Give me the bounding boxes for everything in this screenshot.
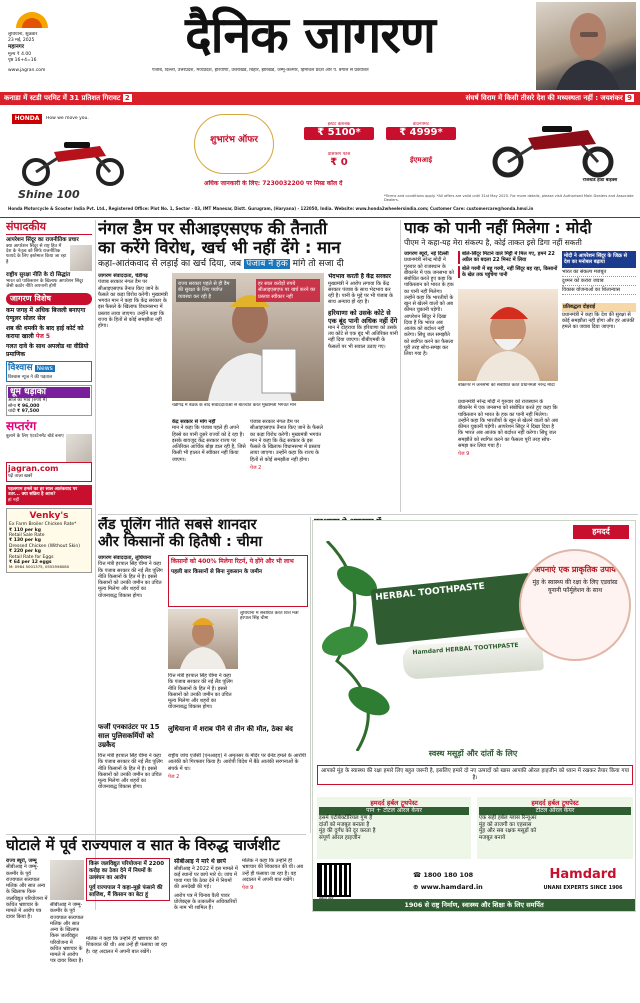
- vishesh-item[interactable]: कम जगह में अधिक बिजली बनाएगा एंग्युलर सोलर सेल: [6, 307, 86, 322]
- editorial-item-body: भारत को पाकिस्तान के खिलाफ आपरेशन सिंदूर जैसी कठोर नीति अपनानी होगी: [6, 278, 84, 289]
- body-text: सीबीआइ ने 2022 में इस मामले में कई स्थानों पर छापे मारे थे। जांच में पाया गया कि ठेका देने में नियमों की अनदेखी की गई।: [174, 865, 238, 891]
- ticker-left-text: कनाडा में स्टडी परमिट में 31 प्रतिशत गिरावट: [4, 94, 121, 102]
- jagran-com-box[interactable]: [6, 462, 92, 481]
- editorial-item-head: राष्ट्रीय सुरक्षा नीति के दो सिद्धांत: [6, 271, 71, 278]
- poll-box[interactable]: [6, 485, 92, 505]
- dhoom-title: धूम धड़ाका: [8, 387, 90, 398]
- ticker-right-page: 9: [627, 94, 632, 102]
- middle-photo-caption: लुधियाना में संबोधित करते वित्त मंत्री हरपाल सिंह चीमा: [240, 611, 299, 622]
- honda-logo-icon: HONDA: [12, 114, 42, 124]
- body-text: वित्त मंत्री हरपाल सिंह चीमा ने कहा कि पंजाब सरकार की नई लैंड पूलिंग नीति किसानों के हित में है। इससे किसानों को उनकी जमीन का उचित मूल्य मिलेगा और शहरों का योजनाबद्ध विकास होगा।: [98, 753, 163, 791]
- middle-col-4: [168, 753, 308, 833]
- bottom-col-2: [50, 902, 84, 1000]
- panel-item: मुंह को ताजगी का एहसास: [479, 821, 532, 828]
- globe-icon: ⊕: [413, 883, 421, 891]
- box-head: किसानों को 400% मिलेगा रिटर्न, ये होंगे और भी लाभ: [171, 558, 294, 565]
- byline: जागरण संवाददाता, चंडीगढ़: [98, 273, 148, 279]
- modi-subhead: पीएम ने कहा-यह मेरा संकल्प है, कोई ताकत इसे डिगा नहीं सकती: [404, 238, 582, 247]
- saptarang-item: बुलाने के लिए एंटरटेनमेंट बोर्ड बनाए: [6, 434, 64, 440]
- leaf-decoration: [317, 541, 407, 751]
- panel-item: संपूर्ण ओरल हाइजीन: [319, 835, 361, 842]
- phone-number: 1800 180 108: [423, 871, 474, 879]
- offer-1-value: ₹ 5100*: [304, 127, 374, 140]
- bullet-item: बोले-सिंदूर मिटाने वाले मिट्टी में मिल गए, हमने 22 अप्रैल का बदला 22 मिनट में लिया: [458, 251, 558, 264]
- page-ref: पेज 2: [168, 773, 180, 780]
- body-text: मलिक ने कहा कि उन्होंने ही भ्रष्टाचार की शिकायत की थी। अब उन्हें ही फंसाया जा रहा है। वह अदालत में अपनी बात रखेंगे।: [242, 858, 304, 883]
- byline: राज्य ब्यूरो, जम्मू: [6, 858, 37, 864]
- toothpaste-tube: [402, 636, 544, 680]
- page-ref: पेज 2: [250, 464, 262, 471]
- venky-row: [9, 533, 89, 544]
- panel-item: मुंह की दुर्गंध को दूर करता है: [319, 828, 376, 835]
- hamdard-tagline: स्वस्थ मसूड़ों और दांतों के लिए: [428, 749, 518, 758]
- tube-label: Hamdard HERBAL TOOTHPASTE: [412, 641, 519, 657]
- lead-side: [328, 273, 398, 509]
- masthead: [0, 0, 640, 94]
- bottom-story[interactable]: [6, 836, 306, 1000]
- middle-subhead-1[interactable]: फर्जी एनकाउंटर पर 15 साल पुलिसकर्मियों को उम्रकैद: [98, 723, 160, 749]
- middle-col-3: [98, 753, 164, 833]
- middle-headline-1: लैंड पूलिंग नीति सबसे शानदार: [98, 517, 257, 533]
- offer-2: [386, 122, 456, 140]
- side-item: विकास योजनाओं का शिलान्यास: [562, 286, 636, 295]
- panel-title: हमदर्द हर्बल टूथपेस्ट: [531, 799, 579, 807]
- ad-footer: Honda Motorcycle & Scooter India Pvt. Ltd., Registered Office: Plot No. 1, Sector - 03, IMT Manesar, Distt. Gurugram, (Haryana) - 122050, India. Website: www.honda2wheelersindia.com; Customer Care: customercare@honda.hmsi.in: [8, 206, 534, 211]
- hamdard-left-panel: [317, 797, 471, 859]
- venky-row-price: ₹ 130 per kg: [9, 538, 41, 544]
- hamdard-web[interactable]: [413, 883, 523, 891]
- offer-1-label: इंस्टेंट कैशबैक: [327, 122, 351, 127]
- ticker-right-text: संघर्ष विराम में किसी तीसरे देश की मध्यस्थता नहीं : जयशंकर: [465, 94, 623, 102]
- body-text: पंजाब सरकार नंगल डैम पर सीआइएसएफ तैनात किए जाने के फैसले का कड़ा विरोध करेगी। मुख्यमंत्री भगवंत मान ने कहा कि केंद्र सरकार के इस फैसले के खिलाफ विधानसभा में प्रस्ताव लाया जाएगा। उन्होंने कहा कि राज्य के हितों से कोई समझौता नहीं होगा।: [250, 419, 323, 463]
- ad-contact[interactable]: अधिक जानकारी के लिए: 7230032200 पर मिस्ड कॉल दें: [204, 180, 343, 187]
- offer-2-label: डाउनपेमेंट: [412, 122, 430, 127]
- vishesh-item-head: शब की धमकी के बाद हाई कोर्ट को कराया खाली: [6, 325, 84, 340]
- offer-2-value: ₹ 4999*: [386, 127, 456, 140]
- rate-label: सोना: [8, 403, 16, 409]
- bottom-col-1: [6, 858, 48, 1000]
- lead-subhead: [98, 259, 398, 270]
- vishesh-item-page: पेज 5: [35, 332, 51, 340]
- bottom-col-4: [174, 858, 238, 1000]
- festive-text: शुभारंभ ऑफर: [210, 135, 258, 145]
- side-head: हरियाणा को उसके कोटे से एक बूंद पानी अधिक नहीं देंगे: [328, 308, 398, 325]
- lead-subhead-text: कहा-आतंकवाद से लड़ाई का खर्च दिया, जब: [98, 259, 242, 269]
- offer-3-value: ₹ 0: [330, 157, 348, 169]
- web-address: www.hamdard.in: [420, 883, 483, 891]
- vishwas-label: News: [36, 365, 53, 373]
- ad-terms: *Terms and conditions apply. *All offers are valid until 31st May 2025. For more details, please visit Authorised Main Dealers and Associate Dealers.: [384, 194, 634, 203]
- poll-answers: हां नहीं: [8, 497, 20, 503]
- vishesh-title: जागरण विशेष: [6, 293, 92, 305]
- byline: जागरण संवाददाता, लुधियाना: [98, 555, 152, 561]
- offer-3: [304, 152, 374, 170]
- bottom-photo: [50, 860, 84, 900]
- bottom-box: [86, 858, 170, 901]
- saptarang-title: सप्तरंग: [6, 419, 37, 434]
- jagran-com-logo: jagran.com: [8, 464, 59, 474]
- middle-col-1: [98, 555, 164, 665]
- modi-story[interactable]: [404, 219, 636, 511]
- middle-photo: [168, 609, 238, 669]
- author-photo: [70, 245, 92, 271]
- bike-image-right: [478, 118, 628, 178]
- quote-box-2: हर साल करोड़ों रुपये सीआइएसएफ पर खर्च करने का प्रस्ताव स्वीकार नहीं: [256, 279, 320, 302]
- hamdard-brand-sub: UNANI EXPERTS SINCE 1906: [543, 885, 623, 891]
- poll-question: पहलगाम हमले का हर साल आतंकवाद पर उतर... क्या सक्रिय है आज?: [8, 486, 78, 498]
- lead-subhead-text-2: मांगे तो सजा दी: [292, 259, 344, 269]
- panel-item: एक सही हर्बल ग्लास रिन्यूअर: [479, 814, 537, 821]
- panel-title: हमदर्द हर्बल टूथपेस्ट: [370, 799, 418, 807]
- city-date: लुधियाना, शुक्रवार: [8, 32, 38, 37]
- middle-box: [168, 555, 308, 607]
- rate-value: ₹ 97,500: [17, 408, 40, 414]
- hamdard-phone[interactable]: [413, 871, 523, 879]
- hamdard-desc: आपको मुंह के स्वास्थ्य की रक्षा हमारे लिए बहुत जरूरी है, इसलिए हमारे दो नए उत्पादों को खास आपकी ओरल हाइजीन को ध्यान में रखकर तैयार किया गया है।: [317, 765, 633, 785]
- hamdard-headline: अपनाएं एक प्राकृतिक उपाय: [534, 565, 616, 574]
- lead-photo-caption: चंडीगढ़ में बैठक के बाद संवाददाताओं से बातचीत करते मुख्यमंत्री भगवंत मान: [172, 403, 297, 408]
- modi-side: [562, 251, 636, 509]
- hamdard-brand: Hamdard: [549, 867, 617, 882]
- venky-ad[interactable]: [6, 508, 92, 573]
- venky-brand: Venky's: [29, 510, 69, 521]
- panel-item: मजबूत बनाये: [479, 835, 506, 842]
- venky-row-name: Ex Farm Broiler Chicken Rate*: [9, 522, 77, 528]
- bike-image-left: [14, 132, 134, 186]
- bottom-col-5: [242, 858, 306, 1000]
- body-text: वित्त मंत्री हरपाल सिंह चीमा ने कहा कि पंजाब सरकार की नई लैंड पूलिंग नीति किसानों के हित में है। इससे किसानों को उनकी जमीन का उचित मूल्य मिलेगा और शहरों का योजनाबद्ध विकास होगा।: [168, 673, 233, 711]
- headshot-photo: [536, 2, 636, 90]
- side-head: भेदभाव करती है केंद्र सरकार: [328, 273, 392, 280]
- vishesh-item[interactable]: [6, 325, 92, 340]
- rate-row: [8, 409, 90, 414]
- side-item: दुश्मन को करारा जवाब: [562, 277, 636, 286]
- honda-ad[interactable]: [8, 110, 634, 216]
- modi-photo: [458, 289, 558, 381]
- qr-code-icon[interactable]: [319, 865, 349, 895]
- venky-row-name: Retail Sale Rate: [9, 532, 45, 538]
- pages: पृष्ठ 16+4=16: [8, 57, 37, 63]
- hamdard-logo: हमदर्द: [573, 525, 629, 539]
- modi-headline: पाक को पानी नहीं मिलेगा : मोदी: [404, 219, 592, 237]
- lead-subhead-tag: पंजाब ने हक: [246, 259, 288, 269]
- col-head: केंद्र सरकार से मांग नहीं: [172, 419, 216, 425]
- body-text: मलिक ने कहा कि उन्होंने ही भ्रष्टाचार की शिकायत की थी। अब उन्हें ही फंसाया जा रहा है। वह अदालत में अपनी बात रखेंगे।: [86, 936, 168, 955]
- paper-title: दैनिक जागरण: [185, 5, 435, 64]
- phone-icon: ☎: [413, 871, 424, 879]
- modi-bullets: [458, 251, 558, 278]
- honda-tagline: How we move you.: [46, 116, 89, 121]
- panel-sub: टोटल ओरल केयर: [479, 807, 631, 815]
- festive-badge: [194, 114, 274, 174]
- offer-4: ईएमआई: [409, 156, 433, 164]
- dhoom-box: [6, 385, 92, 416]
- body-text: मुख्यमंत्री ने आरोप लगाया कि केंद्र सरकार पंजाब के साथ भेदभाव कर रही है। पानी के मुद्दे पर भी पंजाब के साथ अन्याय हो रहा है।: [328, 280, 393, 306]
- side-box-head: प्रतिबद्धता दोहराई: [562, 303, 636, 311]
- venky-row-name: Dressed Chicken (Without Skin): [9, 543, 81, 549]
- vishwas-item: विश्वास न्यूज ने की पड़ताल: [8, 374, 53, 380]
- sidebar: [6, 220, 92, 910]
- saptarang-photo: [66, 434, 92, 462]
- venky-phone: M: 0984 5001375, 0555598080: [9, 564, 70, 570]
- modi-col-2: [458, 399, 558, 509]
- venky-row-price: ₹ 110 per kg: [9, 527, 41, 533]
- edition: महानगर: [8, 44, 25, 51]
- panel-item: दांतों को मजबूत बनाता है: [319, 821, 370, 828]
- rate-label: चांदी: [8, 408, 16, 414]
- lead-col-1: [98, 273, 168, 509]
- ticker-right[interactable]: [316, 92, 640, 105]
- venky-row-price: ₹ 64 per 12 eggs: [9, 559, 52, 565]
- body-text: सीबीआइ ने जम्मू-कश्मीर के पूर्व राज्यपाल सत्यपाल मलिक और सात अन्य के खिलाफ किरू जलविद्युत परियोजना में कथित भ्रष्टाचार के मामले में आरोप पत्र दायर किया है।: [50, 902, 84, 965]
- vishwas-title: विश्वास: [8, 363, 33, 374]
- editorial-title: संपादकीय: [6, 220, 92, 235]
- side-box-body: प्रधानमंत्री ने कहा कि देश की सुरक्षा से कोई समझौता नहीं होगा और हर आतंकी हमले का जवाब दिया जाएगा।: [562, 311, 635, 330]
- box-head-2: पहली बार किसानों से बिना नुकसान के जमीन: [171, 568, 262, 575]
- body-text: राष्ट्रीय जांच एजेंसी (एनआइए) ने अमृतसर के मंदिर पर ग्रेनेड हमले के आरोपी आतंकी को गिरफ्तार किया है। आरोपी विदेश में बैठे आतंकी सरगनाओं के संपर्क में था।: [168, 753, 306, 772]
- quote-box-1: राज्य सरकार पहले से ही डैम की सुरक्षा के लिए पर्याप्त व्यवस्था कर रही है: [176, 279, 236, 302]
- price: मूल्य ₹ 4.00: [8, 51, 32, 57]
- bike-model: Shine 100: [18, 188, 80, 201]
- editorial-item[interactable]: [6, 237, 92, 265]
- lead-story[interactable]: [98, 219, 398, 511]
- saptarang-box[interactable]: [6, 419, 92, 439]
- bottom-headline: घोटाले में पूर्व राज्यपाल व सात के विरुद्ध चार्जशीट: [6, 836, 280, 854]
- offer-1: [304, 122, 374, 140]
- states-line: पंजाब, दिल्ली, उत्तरप्रदेश, मध्यप्रदेश, हरियाणा, उत्तराखंड, बिहार, झारखंड, जम्मू-कश्मीर, हिमाचल प्रदेश और प. बंगाल से प्रकाशित: [152, 68, 369, 73]
- editorial-item[interactable]: [6, 272, 92, 290]
- jagran-com-sub: पढ़ें ताज़ा खबरें: [8, 474, 33, 480]
- dhoom-sub: आज का भाव (रुपये में): [8, 398, 48, 404]
- vishesh-item[interactable]: गलत दावे के साथ अपलोड था वीडियो प्रमाणिक: [6, 343, 89, 358]
- editorial-item-head: आपरेशन सिंदूर का राजनीतिक प्रचार: [6, 236, 79, 243]
- lead-col-3: [250, 419, 324, 509]
- sun-logo-icon: [14, 10, 50, 28]
- website: www.jagran.com: [8, 67, 46, 73]
- page-ref: पेज 9: [242, 885, 254, 891]
- side-item: भारत का संकल्प मजबूत: [562, 268, 636, 277]
- ticker-left-page: 2: [124, 94, 130, 102]
- rate-value: ₹ 96,000: [17, 403, 40, 409]
- offer-3-label: प्रोसेसिंग फीस: [327, 152, 351, 157]
- body-text: वित्त मंत्री हरपाल सिंह चीमा ने कहा कि पंजाब सरकार की नई लैंड पूलिंग नीति किसानों के हित में है। इससे किसानों को उनकी जमीन का उचित मूल्य मिलेगा और शहरों का योजनाबद्ध विकास होगा।: [98, 561, 163, 599]
- venky-row-price: ₹ 220 per kg: [9, 549, 41, 555]
- ticker-left[interactable]: [4, 92, 304, 105]
- venky-row-name: Retail Rate for Eggs: [9, 554, 54, 560]
- body-text: सीबीआइ ने जम्मू-कश्मीर के पूर्व राज्यपाल सत्यपाल मलिक और सात अन्य के खिलाफ किरू जलविद्युत परियोजना में कथित भ्रष्टाचार के मामले में आरोप पत्र दायर किया है।: [6, 864, 48, 921]
- lead-headline-1: नंगल डैम पर सीआइएसएफ की तैनाती: [98, 219, 328, 238]
- body-text: पंजाब सरकार नंगल डैम पर सीआइएसएफ तैनात किए जाने के फैसले का कड़ा विरोध करेगी। मुख्यमंत्री भगवंत मान ने कहा कि केंद्र सरकार के इस फैसले के खिलाफ विधानसभा में प्रस्ताव लाया जाएगा। उन्होंने कहा कि राज्य के हितों से कोई समझौता नहीं होगा।: [98, 279, 168, 329]
- issue-date: 23 मई, 2025: [8, 38, 35, 44]
- body-text: मान ने दोहराया कि हरियाणा को उसके तय कोटे से एक बूंद भी अतिरिक्त पानी नहीं दिया जाएगा। बीबीएमबी के फैसलों पर भी सवाल उठाए गए।: [328, 324, 398, 350]
- brand-right: रजिस्टर्ड होंडा बाइक्स: [582, 178, 618, 183]
- editorial-item-body: क्या आपरेशन सिंदूर से राष्ट्र हित में देश के नेतृत्व को सिर्फ राजनीतिक फायदे के लिए इस्तेमाल किया जा रहा है: [6, 243, 67, 265]
- side-head: मोदी ने आपरेशन सिंदूर के जिक्र से देश का मनोबल बढ़ाया: [562, 251, 636, 268]
- circle-badge: [519, 549, 631, 661]
- modi-photo-caption: बीकानेर में जनसभा को संबोधित करते प्रधानमंत्री नरेन्द्र मोदी: [458, 383, 555, 388]
- middle-subhead-2[interactable]: लुधियाना में शराब पीने से तीन की मौत, ठेका बंद: [168, 725, 293, 733]
- page-ref: पेज 9: [458, 451, 470, 457]
- body-text: प्रधानमंत्री नरेन्द्र मोदी ने गुरुवार को राजस्थान के बीकानेर में एक जनसभा को संबोधित करते हुए कहा कि पाकिस्तान को भारत के हक का पानी नहीं मिलेगा। उन्होंने कहा कि भारतीयों के खून से खेलने वालों को अब कीमत चुकानी पड़ेगी। आपरेशन सिंदूर ने दिखा दिया है कि भारत अब आतंक को बर्दाश्त नहीं करेगा। सिंधु जल समझौते को स्थगित करने का फैसला पूरी तरह सोच-समझ कर लिया गया है।: [404, 257, 454, 357]
- hamdard-right-panel: [477, 797, 633, 859]
- middle-story[interactable]: [98, 517, 308, 833]
- panel-item: इसमें एंटीबैक्टीरियल गुण हैं: [319, 814, 373, 821]
- byline: जागरण ब्यूरो, नई दिल्ली: [404, 251, 449, 257]
- panel-item: मुंह और सब रक्षक मसूड़ों को: [479, 828, 537, 835]
- hamdard-footer: 1906 से राष्ट्र निर्माण, स्वास्थ्य और शिक्षा के लिए समर्पित: [313, 899, 635, 912]
- vishwas-box[interactable]: [6, 361, 92, 382]
- modi-col-1: [404, 251, 454, 509]
- venky-row: [9, 522, 89, 533]
- bottom-col-3: [86, 936, 170, 1000]
- venky-row: [9, 544, 89, 555]
- body-text: आरोप पत्र में चिनाब वैली पावर प्रोजेक्ट्स के तत्कालीन अधिकारियों के नाम भी शामिल हैं।: [174, 892, 237, 911]
- product-name: HERBAL TOOTHPASTE: [374, 581, 486, 604]
- body-text: प्रधानमंत्री नरेन्द्र मोदी ने गुरुवार को राजस्थान के बीकानेर में एक जनसभा को संबोधित करते हुए कहा कि पाकिस्तान को भारत के हक का पानी नहीं मिलेगा। उन्होंने कहा कि भारतीयों के खून से खेलने वालों को अब कीमत चुकानी पड़ेगी। आपरेशन सिंदूर ने दिखा दिया है कि भारत अब आतंक को बर्दाश्त नहीं करेगा। सिंधु जल समझौते को स्थगित करने का फैसला पूरी तरह सोच-समझ कर लिया गया है।: [458, 399, 558, 449]
- middle-headline-2: और किसानों की हितैषी : चीमा: [98, 534, 263, 550]
- col-head: सीबीआइ ने मारे थे छापे: [174, 858, 226, 865]
- box-head-2: पूर्व राज्यपाल ने कहा-मुझे फंसाने की साजिश, मैं किसान का बेटा हूं: [89, 884, 163, 898]
- box-head: किरू जलविद्युत परियोजना में 2200 करोड़ का ठेका देने में नियमों के उल्लंघन का आरोप: [89, 861, 165, 881]
- body-text: मान ने कहा कि पंजाब पहले ही अपने हिस्से का पानी दूसरे राज्यों को दे रहा है। इसके बावजूद केंद्र सरकार राज्य पर अतिरिक्त आर्थिक बोझ डाल रही है, जिसे किसी भी हालत में स्वीकार नहीं किया जाएगा।: [172, 425, 246, 463]
- middle-col-2: [168, 673, 234, 723]
- hamdard-sub: मुंह के स्वास्थ्य की रक्षा के लिए एडवांस्ड यूनानी फॉर्मूलेशन के साथ: [532, 579, 618, 594]
- masthead-meta: [8, 32, 108, 74]
- panel-sub: पान + टोटल ओरल केयर: [319, 807, 469, 815]
- hamdard-ad[interactable]: [312, 520, 636, 912]
- ticker-bar: [0, 92, 640, 105]
- lead-headline-2: का करेंगे विरोध, खर्च भी नहीं देंगे : मान: [98, 238, 341, 257]
- lead-col-2: [172, 419, 246, 509]
- bullet-item: बोले गरमी में बहू गरमी, नहीं सिंदूर बह रहा, किसानों के खेत तक पहुंचेगा पानी: [458, 266, 558, 279]
